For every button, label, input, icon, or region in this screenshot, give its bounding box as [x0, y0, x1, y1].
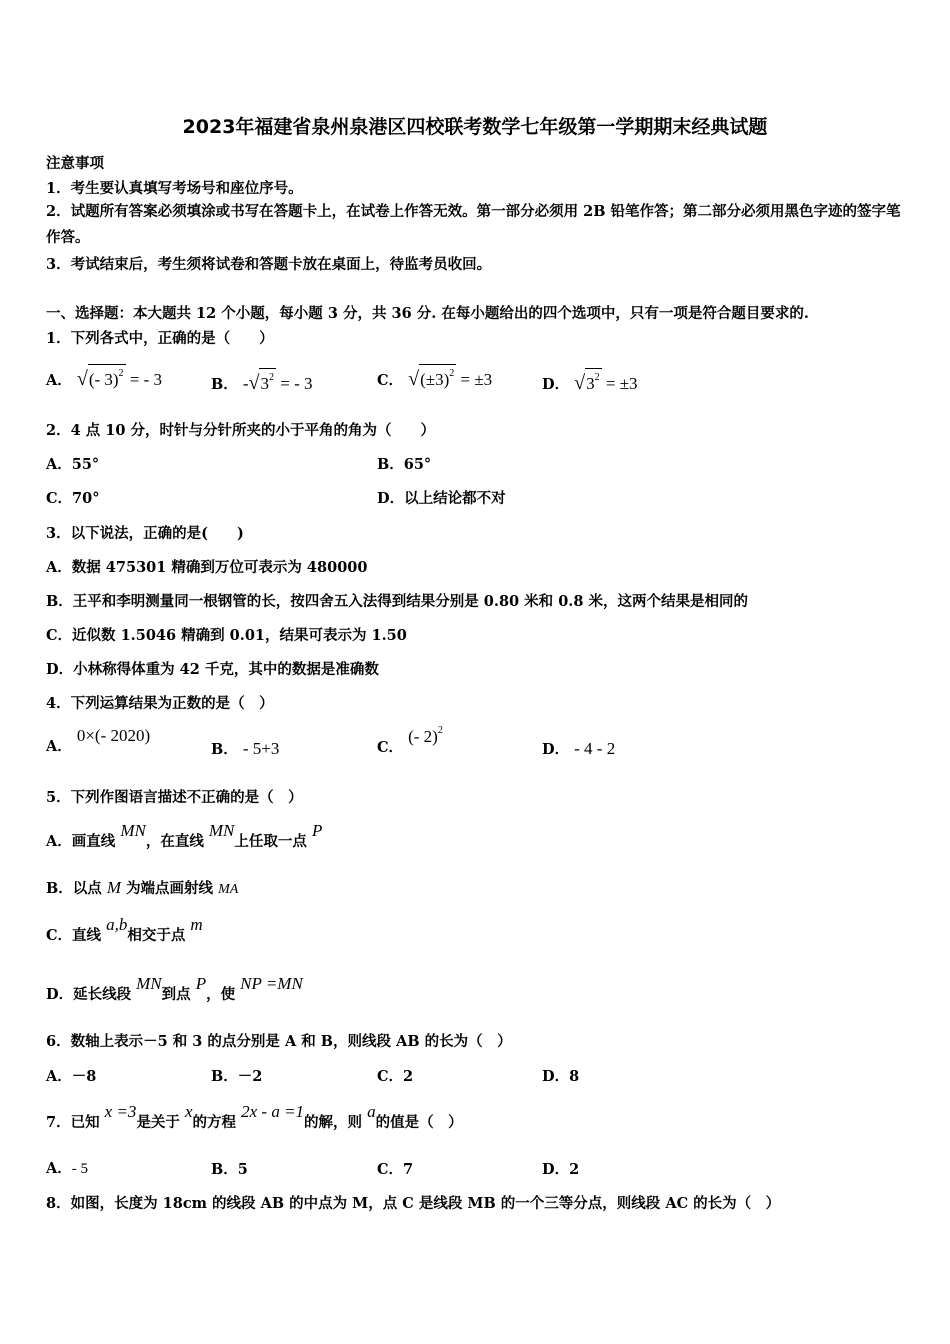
q5-option-c[interactable]: C．直线 a,b相交于点 m	[46, 915, 203, 944]
q7-option-d[interactable]: D．2	[542, 1161, 580, 1178]
q2-option-d[interactable]: D．以上结论都不对	[377, 490, 506, 507]
q7-option-c[interactable]: C．7	[377, 1161, 414, 1178]
q5-option-d[interactable]: D．延长线段 MN到点 P，使 NP =MN	[46, 974, 303, 1003]
question-5-stem: 5．下列作图语言描述不正确的是（ ）	[46, 789, 303, 806]
q6-option-a[interactable]: A．－8	[46, 1068, 97, 1085]
question-8-stem: 8．如图，长度为 18cm 的线段 AB 的中点为 M，点 C 是线段 MB 的一个三等分点，则线段 AC 的长为（ ）	[46, 1195, 781, 1212]
q1-a-formula: √(- 3)$^2$ = - 3	[77, 370, 162, 389]
question-3-stem: 3．以下说法，正确的是( )	[46, 525, 244, 542]
q1-option-d[interactable]: D． $√3^2 = \pm 3$	[542, 368, 638, 395]
q4-option-c[interactable]: C． (- 2)$^2$	[377, 725, 443, 756]
q4-option-b[interactable]: B． - 5+3	[211, 739, 280, 758]
question-7-stem: 7．已知 x =3是关于 x的方程 2x - a =1的解，则 a的值是（ ）	[46, 1102, 463, 1131]
q4-option-d[interactable]: D． - 4 - 2	[542, 739, 616, 758]
q3-option-c[interactable]: C．近似数 1.5046 精确到 0.01，结果可表示为 1.50	[46, 627, 407, 644]
q2-option-c[interactable]: C．70°	[46, 490, 100, 507]
notice-heading: 注意事项	[46, 155, 104, 172]
q6-option-d[interactable]: D．8	[542, 1068, 580, 1085]
notice-item-1: 1．考生要认真填写考场号和座位序号。	[46, 180, 303, 197]
q7-option-b[interactable]: B．5	[211, 1161, 248, 1178]
q6-option-b[interactable]: B．－2	[211, 1068, 263, 1085]
question-4-stem: 4．下列运算结果为正数的是（ ）	[46, 695, 274, 712]
q5-option-b[interactable]: B．以点 M 为端点画射线 MA	[46, 878, 239, 897]
q3-option-a[interactable]: A．数据 475301 精确到万位可表示为 480000	[46, 559, 368, 576]
q1-b-formula: $-√3^2$ = - 3	[243, 374, 313, 393]
question-2-stem: 2．4 点 10 分，时针与分针所夹的小于平角的角为（ ）	[46, 422, 435, 439]
notice-item-2: 2．试题所有答案必须填涂或书写在答题卡上，在试卷上作答无效。第一部分必须用 2B 铅笔作答；第二部分必须用黑色字迹的签字笔作答。	[46, 203, 901, 246]
q4-option-a[interactable]: A． 0×(- 2020)	[46, 726, 151, 755]
q7-option-a[interactable]: A．- 5	[46, 1160, 89, 1177]
q5-option-a[interactable]: A．画直线 MN，在直线 MN上任取一点 P	[46, 821, 323, 850]
question-1-stem: 1．下列各式中，正确的是（ ）	[46, 330, 274, 347]
q1-d-formula: $√3^2 = \pm 3$	[574, 374, 637, 393]
q3-option-b[interactable]: B．王平和李明测量同一根钢管的长，按四舍五入法得到结果分别是 0.80 米和 0.8 米，这两个结果是相同的	[46, 593, 748, 610]
section-heading: 一、选择题：本大题共 12 个小题，每小题 3 分，共 36 分. 在每小题给出的四个选项中，只有一项是符合题目要求的.	[46, 305, 809, 322]
q1-option-b[interactable]: B． $-√3^2$ = - 3	[211, 368, 312, 395]
q1-option-a[interactable]: A． √(- 3)$^2$ = - 3	[46, 364, 162, 391]
q4-b-formula: - 5+3	[242, 739, 280, 758]
q2-option-b[interactable]: B．65°	[377, 456, 432, 473]
q2-option-a[interactable]: A．55°	[46, 456, 100, 473]
q1-c-formula: $√(\pm 3)^2 = \pm 3$	[408, 370, 492, 389]
q4-a-formula: 0×(- 2020)	[76, 726, 151, 745]
q4-c-formula: (- 2)$^2$	[408, 725, 443, 746]
question-6-stem: 6．数轴上表示－5 和 3 的点分别是 A 和 B，则线段 AB 的长为（ ）	[46, 1033, 512, 1050]
q3-option-d[interactable]: D．小林称得体重为 42 千克，其中的数据是准确数	[46, 661, 379, 678]
q6-option-c[interactable]: C．2	[377, 1068, 414, 1085]
page-title: 2023年福建省泉州泉港区四校联考数学七年级第一学期期末经典试题	[182, 116, 768, 138]
q1-option-c[interactable]: C． $√(\pm 3)^2 = \pm 3$	[377, 364, 492, 391]
q4-d-formula: - 4 - 2	[574, 739, 616, 758]
notice-item-3: 3．考试结束后，考生须将试卷和答题卡放在桌面上，待监考员收回。	[46, 256, 492, 273]
